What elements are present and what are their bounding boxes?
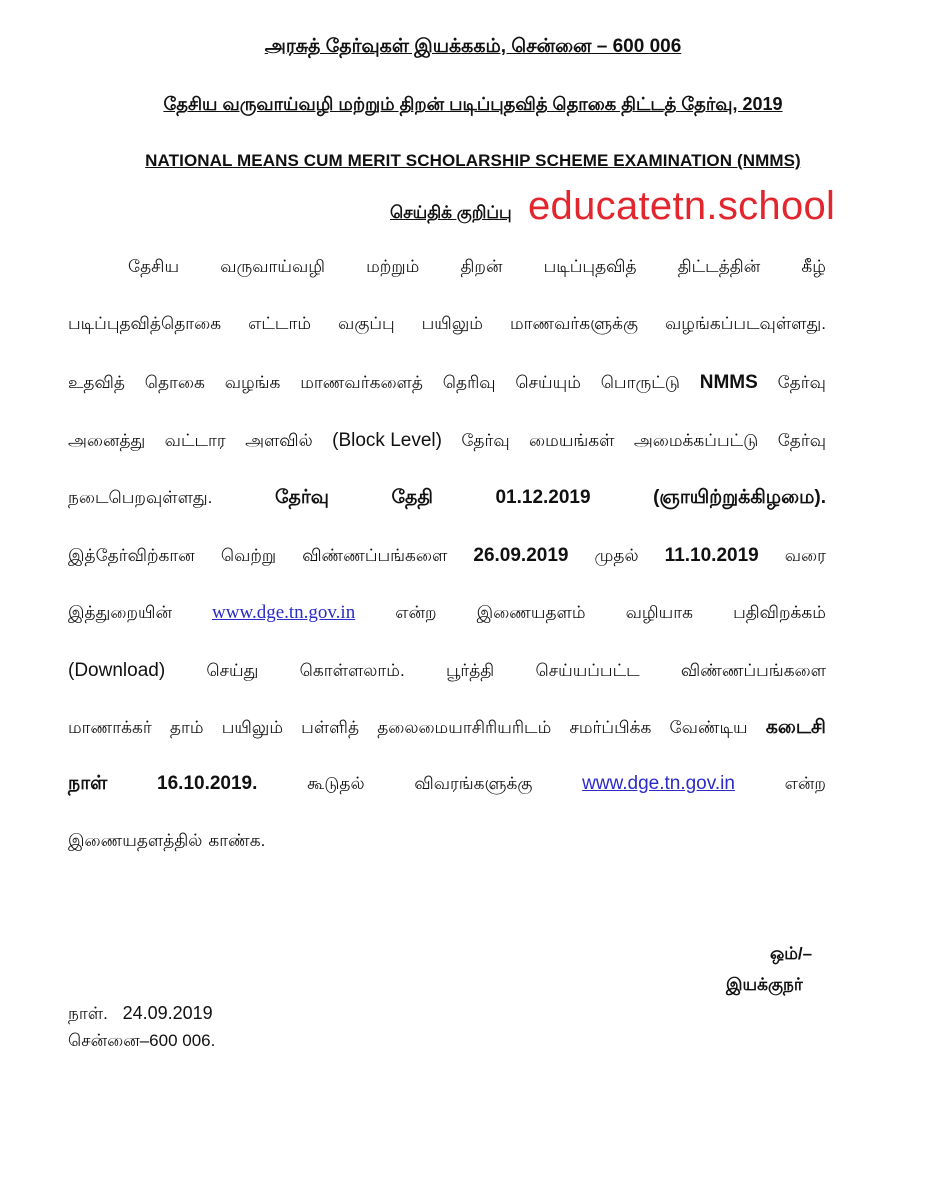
word: மையங்கள்: [529, 431, 615, 450]
word: வரை: [784, 546, 826, 565]
word: திட்டத்தின்: [677, 257, 761, 276]
signature-mark: ஒம்/–: [770, 944, 813, 963]
word: மாணவர்களுக்கு: [509, 314, 638, 333]
word: கூடுதல்: [307, 774, 365, 793]
word: இணையதளத்தில்: [68, 831, 203, 850]
word: நடைபெறவுள்ளது.: [68, 488, 213, 507]
word: இத்தேர்விற்கான: [68, 546, 195, 565]
word: பயிலும்: [221, 718, 283, 737]
body-line-5: [68, 487, 826, 511]
word: தெரிவு: [442, 373, 496, 392]
word: உதவித்: [68, 373, 125, 392]
exam-title-english: NATIONAL MEANS CUM MERIT SCHOLARSHIP SCHEME EXAMINATION (NMMS): [145, 151, 801, 170]
day-label: நாள்: [68, 773, 108, 794]
word: செய்யும்: [515, 373, 581, 392]
department-heading: அரசுத் தேர்வுகள் இயக்ககம், சென்னை – 600 006: [264, 36, 682, 57]
word: பயிலும்: [421, 314, 483, 333]
word: வழியாக: [625, 603, 693, 622]
body-line-9: [68, 717, 826, 741]
last-label: கடைசி: [765, 717, 826, 738]
date-label: தேதி: [391, 487, 433, 508]
exam-label: தேர்வு: [274, 487, 329, 508]
word: தொகை: [144, 373, 205, 392]
word: கீழ்: [801, 257, 826, 276]
body-line-8: [68, 660, 826, 683]
word: வெற்று: [220, 546, 277, 565]
word: மற்றும்: [366, 257, 420, 276]
exam-title-tamil: தேசிய வருவாய்வழி மற்றும் திறன் படிப்புதவித் தொகை திட்டத் தேர்வு, 2019: [163, 94, 783, 114]
issue-date-label: நாள்.: [68, 1004, 108, 1023]
issue-place: சென்னை–600 006.: [68, 1031, 216, 1050]
body-line-2: [68, 314, 826, 336]
word: வகுப்பு: [338, 314, 395, 333]
word: தேர்வு: [777, 431, 826, 450]
word: செய்யப்பட்ட: [535, 661, 640, 680]
word: வேண்டிய: [669, 718, 748, 737]
signatory-title: இயக்குநர்: [726, 975, 803, 994]
word-nmms: NMMS: [699, 372, 758, 393]
body-line-10: [68, 773, 826, 797]
download-start-date: 26.09.2019: [473, 545, 569, 566]
word: (Block Level): [332, 430, 442, 451]
word: வட்டார: [164, 431, 226, 450]
word: செய்து: [206, 661, 259, 680]
word: பொருட்டு: [600, 373, 680, 392]
word: வருவாய்வழி: [220, 257, 325, 276]
word: சமர்ப்பிக்க: [569, 718, 652, 737]
last-date: 16.10.2019.: [157, 773, 258, 794]
word: கொள்ளலாம்.: [299, 661, 405, 680]
word: விண்ணப்பங்களை: [302, 546, 448, 565]
word: அமைக்கப்பட்டு: [633, 431, 759, 450]
word: வழங்கப்படவுள்ளது.: [665, 314, 826, 333]
body-line-11: [68, 831, 826, 853]
word: திறன்: [460, 257, 503, 276]
body-line-6: [68, 545, 826, 568]
word: அனைத்து: [68, 431, 146, 450]
issue-date-line: [68, 1003, 213, 1026]
word: விண்ணப்பங்களை: [680, 661, 826, 680]
dge-website-link[interactable]: www.dge.tn.gov.in: [212, 602, 356, 623]
word: படிப்புதவித்தொகை: [68, 314, 222, 333]
word: படிப்புதவித்: [543, 257, 637, 276]
word: மாணாக்கர்: [68, 718, 152, 737]
word: பள்ளித்: [301, 718, 360, 737]
body-line-4: [68, 430, 826, 453]
word: அளவில்: [245, 431, 313, 450]
word: விவரங்களுக்கு: [414, 774, 533, 793]
word: தாம்: [169, 718, 204, 737]
word: என்ற: [784, 774, 826, 793]
word: காண்க.: [208, 831, 266, 850]
dge-website-link[interactable]: www.dge.tn.gov.in: [582, 773, 735, 794]
word: தேர்வு: [461, 431, 510, 450]
word: இணையதளம்: [476, 603, 586, 622]
exam-day: (ஞாயிற்றுக்கிழமை).: [653, 487, 826, 508]
word: வழங்க: [224, 373, 281, 392]
watermark: educatetn.school: [528, 184, 836, 228]
body-line-3: [68, 372, 826, 395]
word: முதல்: [594, 546, 639, 565]
body-line-1: [128, 257, 826, 279]
notice-title: செய்திக் குறிப்பு: [390, 203, 512, 222]
word: தலைமையாசிரியரிடம்: [377, 718, 552, 737]
body-line-7: [68, 602, 826, 625]
exam-date: 01.12.2019: [495, 487, 591, 508]
word: என்ற: [395, 603, 437, 622]
word: பதிவிறக்கம்: [733, 603, 826, 622]
word: இத்துறையின்: [68, 603, 172, 622]
word: மாணவர்களைத்: [300, 373, 423, 392]
word: தேர்வு: [777, 373, 826, 392]
word: (Download): [68, 660, 166, 681]
word: பூர்த்தி: [445, 661, 495, 680]
download-end-date: 11.10.2019: [664, 545, 759, 566]
issue-date: 24.09.2019: [122, 1003, 213, 1023]
word: எட்டாம்: [248, 314, 312, 333]
word: தேசிய: [128, 257, 180, 276]
